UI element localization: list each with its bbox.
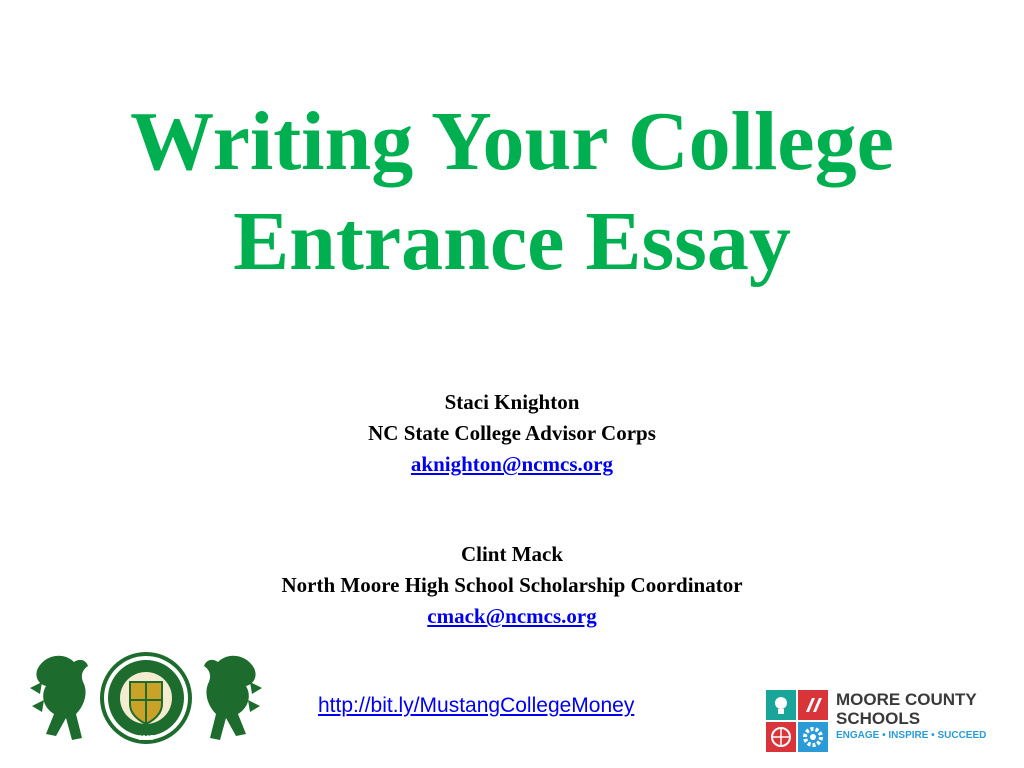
district-name-line-1: MOORE COUNTY xyxy=(836,690,977,709)
north-moore-logo xyxy=(26,648,266,748)
presenter-role: NC State College Advisor Corps xyxy=(368,421,656,445)
presenter-email-link[interactable]: aknighton@ncmcs.org xyxy=(410,452,614,476)
district-name-line-2: SCHOOLS xyxy=(836,709,921,728)
title-line-1: Writing Your College xyxy=(130,95,894,188)
lightbulb-icon xyxy=(766,690,796,720)
presenter-block-2 xyxy=(0,539,1024,632)
presenter-name: Staci Knighton xyxy=(444,390,580,414)
presenter-role: North Moore High School Scholarship Coordinator xyxy=(281,573,743,597)
arts-icon xyxy=(798,690,828,720)
mustang-seal-graphic xyxy=(26,648,266,748)
title-line-2: Entrance Essay xyxy=(233,195,791,288)
presenter-block-1 xyxy=(0,387,1024,480)
slide-title xyxy=(0,92,1024,292)
school-seal-icon xyxy=(100,652,192,744)
presenter-name: Clint Mack xyxy=(460,542,564,566)
mustang-college-money-link[interactable]: http://bit.ly/MustangCollegeMoney xyxy=(318,694,635,717)
gear-icon xyxy=(798,722,828,752)
left-mustang-icon xyxy=(30,656,88,740)
basketball-icon xyxy=(766,722,796,752)
district-tagline: ENGAGE • INSPIRE • SUCCEED xyxy=(836,730,987,741)
right-mustang-icon xyxy=(204,656,262,740)
district-wordmark xyxy=(836,690,986,744)
presenter-email-link[interactable]: cmack@ncmcs.org xyxy=(427,604,597,628)
seal-year: 1965 xyxy=(138,735,154,742)
moore-county-schools-logo xyxy=(766,690,998,754)
